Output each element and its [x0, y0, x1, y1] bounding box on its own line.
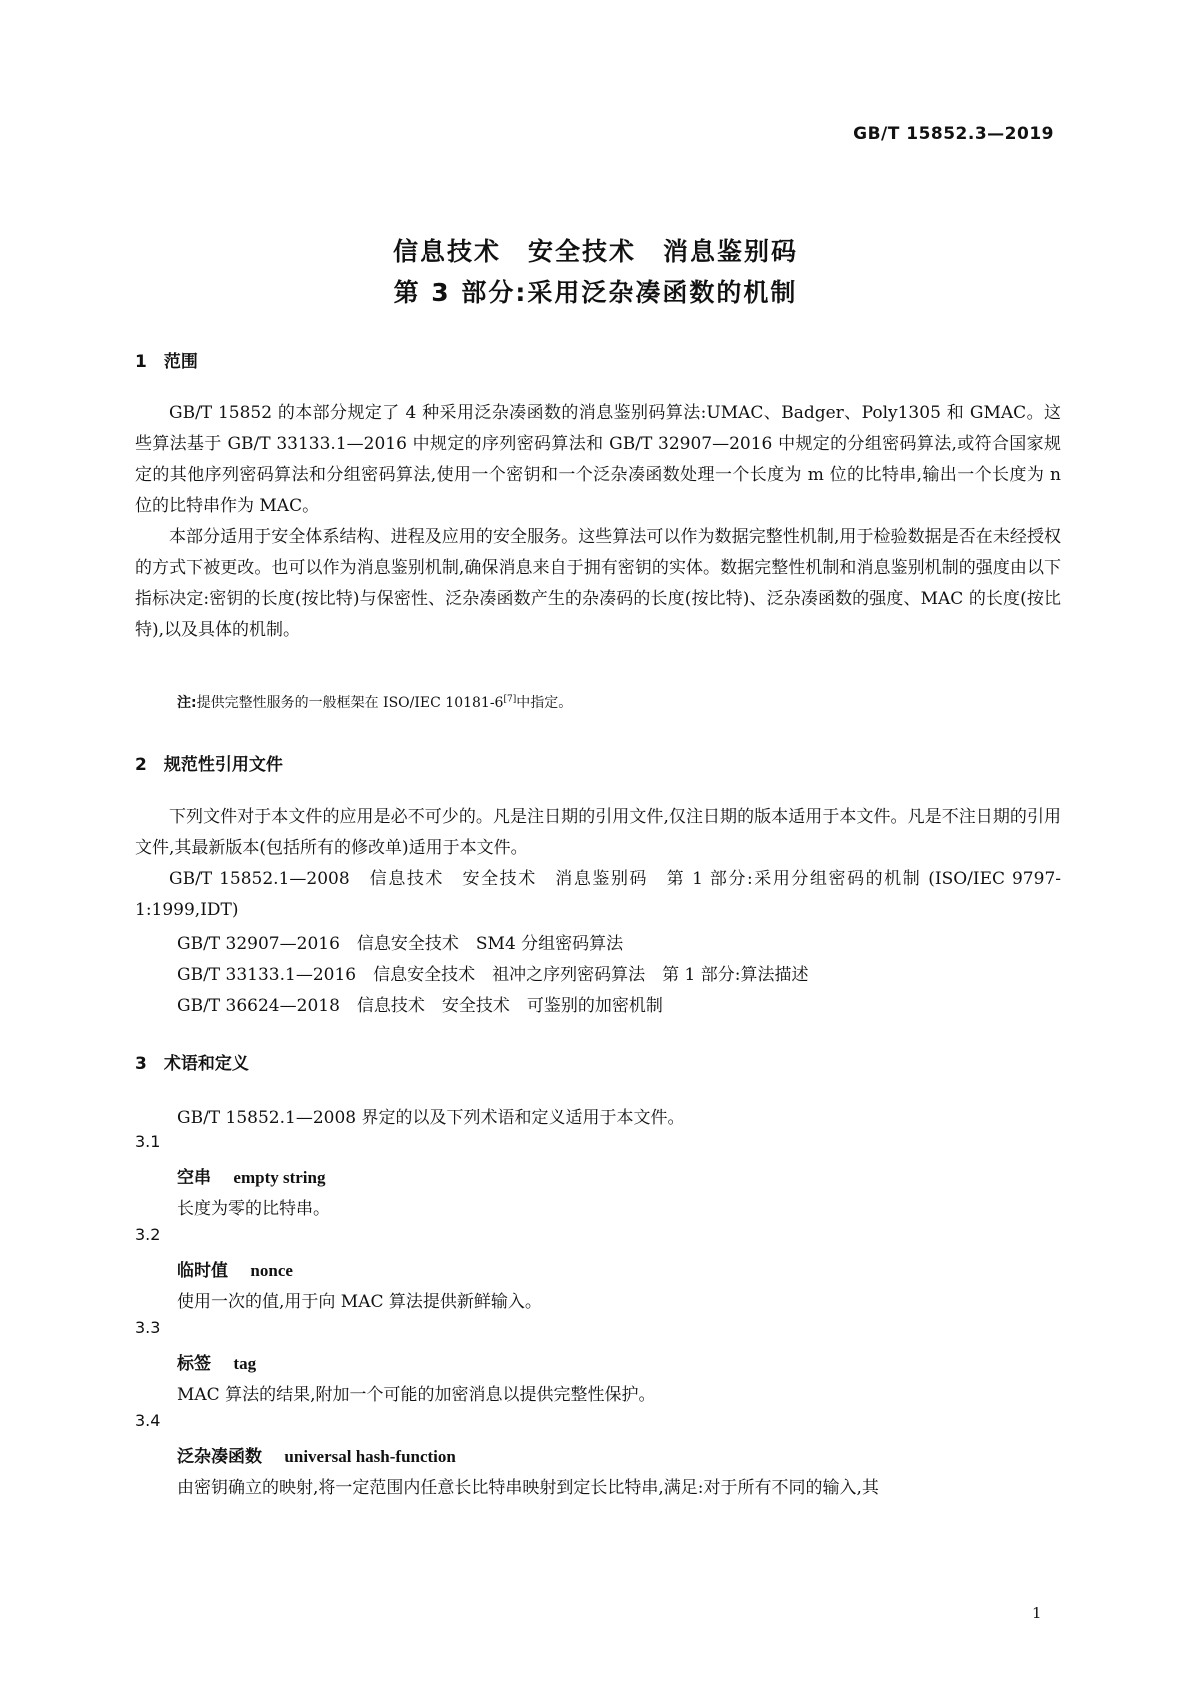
reference-item-4: GB/T 36624—2018 信息技术 安全技术 可鉴别的加密机制 — [177, 996, 663, 1016]
reference-item-3: GB/T 33133.1—2016 信息安全技术 祖冲之序列密码算法 第 1 部分:算法描述 — [177, 965, 809, 985]
term-name-en: universal hash-function — [284, 1447, 456, 1466]
term-name-zh: 泛杂凑函数 — [177, 1447, 262, 1467]
term-name-zh: 临时值 — [177, 1261, 228, 1281]
term-name-en: nonce — [250, 1261, 293, 1280]
term-name — [177, 1163, 325, 1188]
term-name — [177, 1442, 456, 1467]
section-1-body — [135, 398, 1061, 646]
scope-paragraph-2: 本部分适用于安全体系结构、进程及应用的安全服务。这些算法可以作为数据完整性机制,用于检验数据是否在未经授权的方式下被更改。也可以作为消息鉴别机制,确保消息来自于拥有密钥的实体。数据完整性机制和消息鉴别机制的强度由以下指标决定:密钥的长度(按比特)与保密性、泛杂凑函数产生的杂凑码的长度(按比特)、泛杂凑函数的强度、MAC 的长度(按比特),以及具体的机制。 — [135, 527, 1061, 640]
term-definition: 由密钥确立的映射,将一定范围内任意长比特串映射到定长比特串,满足:对于所有不同的输入,其 — [177, 1478, 879, 1498]
note-text: 提供完整性服务的一般框架在 ISO/IEC 10181-6 — [196, 695, 504, 711]
terms-intro: GB/T 15852.1—2008 界定的以及下列术语和定义适用于本文件。 — [177, 1108, 685, 1128]
section-2-body — [135, 802, 1061, 926]
scope-paragraph-1: GB/T 15852 的本部分规定了 4 种采用泛杂凑函数的消息鉴别码算法:UMAC、Badger、Poly1305 和 GMAC。这些算法基于 GB/T 33133.1—2016 中规定的序列密码算法和 GB/T 32907—2016 中规定的分组密码算法,或符合国家规定的其他序列密码算法和分组密码算法,使用一个密钥和一个泛杂凑函数处理一个长度为 m 位的比特串,输出一个长度为 n 位的比特串作为 MAC。 — [135, 403, 1061, 516]
note-label: 注: — [177, 695, 197, 711]
term-name-zh: 标签 — [177, 1354, 211, 1374]
document-title-line-1: 信息技术 安全技术 消息鉴别码 — [392, 237, 798, 266]
term-name — [177, 1349, 256, 1374]
term-number: 3.4 — [135, 1411, 161, 1430]
term-name-en: tag — [233, 1354, 257, 1373]
term-name — [177, 1256, 293, 1281]
reference-item-1: GB/T 15852.1—2008 信息技术 安全技术 消息鉴别码 第 1 部分:采用分组密码的机制 (ISO/IEC 9797-1:1999,IDT) — [135, 869, 1061, 920]
page-number: 1 — [1032, 1604, 1042, 1622]
standard-number: GB/T 15852.3—2019 — [853, 124, 1054, 144]
note-reference: [7] — [503, 694, 517, 705]
scope-note — [177, 692, 572, 712]
reference-item-2: GB/T 32907—2016 信息安全技术 SM4 分组密码算法 — [177, 934, 624, 954]
term-definition: 使用一次的值,用于向 MAC 算法提供新鲜输入。 — [177, 1292, 542, 1312]
section-2-heading: 2 规范性引用文件 — [135, 755, 283, 775]
term-definition: MAC 算法的结果,附加一个可能的加密消息以提供完整性保护。 — [177, 1385, 656, 1405]
normative-references-intro: 下列文件对于本文件的应用是必不可少的。凡是注日期的引用文件,仅注日期的版本适用于本文件。凡是不注日期的引用文件,其最新版本(包括所有的修改单)适用于本文件。 — [135, 807, 1061, 858]
term-number: 3.1 — [135, 1132, 161, 1151]
term-definition: 长度为零的比特串。 — [177, 1199, 330, 1219]
section-1-heading: 1 范围 — [135, 352, 198, 372]
term-name-en: empty string — [233, 1168, 326, 1187]
term-number: 3.3 — [135, 1318, 161, 1337]
document-title-line-2: 第 3 部分:采用泛杂凑函数的机制 — [393, 278, 798, 307]
term-number: 3.2 — [135, 1225, 161, 1244]
term-name-zh: 空串 — [177, 1168, 211, 1188]
section-3-heading: 3 术语和定义 — [135, 1054, 249, 1074]
note-tail: 中指定。 — [516, 695, 573, 711]
